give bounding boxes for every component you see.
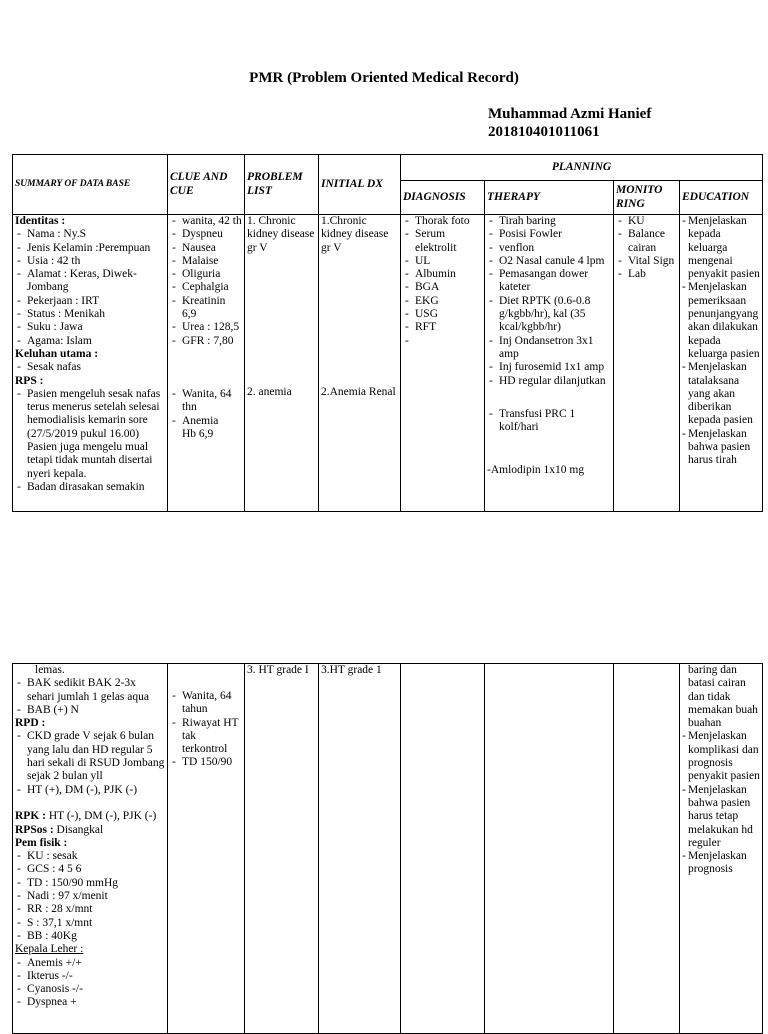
- list-item: - Jenis Kelamin :Perempuan: [15, 242, 165, 255]
- col-header-problem: PROBLEM LIST: [245, 155, 319, 215]
- initial-dx-cell: [319, 215, 401, 512]
- list-item: Hb 6,9: [182, 427, 214, 440]
- list-item: - TD : 150/90 mmHg: [15, 877, 165, 890]
- pmr-table-page-2: [12, 663, 763, 1034]
- list-item: - Anemis +/+: [15, 957, 165, 970]
- rps-label: RPS :: [15, 374, 44, 387]
- list-item: - Menjelaskan prognosis: [682, 850, 760, 877]
- col-header-therapy: THERAPY: [485, 181, 614, 215]
- education-cell: [680, 664, 763, 1034]
- list-item: - Menjelaskan komplikasi dan prognosis penyakit pasien: [682, 730, 760, 783]
- list-item: - Menjelaskan kepada keluarga mengenai penyakit pasien: [682, 215, 760, 281]
- keluhan-label: Keluhan utama :: [15, 347, 99, 360]
- problem-2: 2. anemia: [247, 385, 292, 398]
- kepala-leher-label: Kepala Leher :: [15, 943, 84, 956]
- summary-continued: lemas.: [35, 664, 65, 676]
- therapy-amlodipin: -Amlodipin 1x10 mg: [487, 464, 585, 477]
- list-item: - Urea : 128,5: [170, 321, 242, 334]
- list-item: - HT (+), DM (-), PJK (-): [15, 784, 165, 797]
- list-item: - KU : sesak: [15, 850, 165, 863]
- list-item: - UL: [403, 255, 482, 268]
- list-item: - CKD grade V sejak 6 bulan yang lalu dan HD regular 5 hari sekali di RSUD Jombang sejak 2 bulan yll: [15, 730, 165, 783]
- list-item: - Wanita, 64 tahun: [170, 690, 242, 717]
- identitas-label: Identitas :: [15, 215, 66, 227]
- list-item: - Pemasangan dower kateter: [487, 268, 611, 295]
- list-item: - Dyspnea +: [15, 996, 165, 1009]
- col-header-planning: PLANNING: [401, 155, 763, 181]
- list-item: - EKG: [403, 295, 482, 308]
- list-item: - RR : 28 x/mnt: [15, 903, 165, 916]
- list-item: - Badan dirasakan semakin: [15, 481, 165, 494]
- list-item: - Status : Menikah: [15, 308, 165, 321]
- list-item: - GCS : 4 5 6: [15, 863, 165, 876]
- pem-fisik-label: Pem fisik :: [15, 836, 68, 849]
- list-item: - Ikterus -/-: [15, 970, 165, 983]
- rpsos-value: Disangkal: [56, 823, 104, 836]
- author-name: Muhammad Azmi Hanief: [488, 106, 652, 122]
- list-item: - Wanita, 64 thn: [170, 388, 242, 415]
- col-header-diagnosis: DIAGNOSIS: [401, 181, 485, 215]
- initial-dx-3: 3.HT grade 1: [321, 664, 382, 676]
- list-item: - Suku : Jawa: [15, 321, 165, 334]
- list-item: - Inj Ondansetron 3x1 amp: [487, 335, 611, 362]
- rpsos-label: RPSos :: [15, 823, 54, 836]
- problem-cell: [245, 215, 319, 512]
- list-item: - Balance cairan: [616, 228, 677, 255]
- list-item: - Menjelaskan bahwa pasien harus tetap melakukan hd reguler: [682, 784, 760, 850]
- pmr-table-page-1: [12, 154, 763, 512]
- list-item: - Cephalgia: [170, 281, 242, 294]
- list-item: - BAK sedikit BAK 2-3x sehari jumlah 1 gelas aqua: [15, 677, 165, 704]
- initial-dx-cell: [319, 664, 401, 1034]
- summary-cell: [13, 664, 168, 1034]
- list-item: - Albumin: [403, 268, 482, 281]
- identitas-list: [15, 228, 165, 348]
- problem-3: 3. HT grade I: [247, 664, 309, 676]
- list-item: - Transfusi PRC 1 kolf/hari: [487, 408, 611, 435]
- monitoring-cell: [614, 215, 680, 512]
- col-header-clue: CLUE AND CUE: [168, 155, 245, 215]
- rpk-label: RPK :: [15, 810, 46, 823]
- therapy-cell: [485, 664, 614, 1034]
- list-item: - USG: [403, 308, 482, 321]
- list-item: - TD 150/90: [170, 756, 242, 769]
- summary-cell: [13, 215, 168, 512]
- diagnosis-cell: [401, 215, 485, 512]
- initial-dx-2: 2.Anemia Renal: [321, 385, 396, 398]
- list-item: - Oliguria: [170, 268, 242, 281]
- clue-cell: [168, 664, 245, 1034]
- list-item: - Serum elektrolit: [403, 228, 482, 255]
- col-header-initial: INITIAL DX: [319, 155, 401, 215]
- list-item: - Dyspneu: [170, 228, 242, 241]
- therapy-cell: [485, 215, 614, 512]
- list-item: - Malaise: [170, 255, 242, 268]
- col-header-education: EDUCATION: [680, 181, 763, 215]
- list-item: - wanita, 42 th: [170, 215, 242, 228]
- list-item: - Sesak nafas: [15, 361, 165, 374]
- col-header-summary: SUMMARY OF DATA BASE: [13, 155, 168, 215]
- rpsos-row: [15, 824, 165, 837]
- rpd-label: RPD :: [15, 717, 46, 730]
- list-item: - BB : 40Kg: [15, 930, 165, 943]
- list-item: - Pasien mengeluh sesak nafas terus menerus setelah selesai hemodialisis kemarin sore (27/5/2019 pukul 16.00) Pasien juga mengelu mual tetapi tidak muntah disertai nyeri kepala.: [15, 388, 165, 481]
- list-item: - Pekerjaan : IRT: [15, 295, 165, 308]
- list-item: - HD regular dilanjutkan: [487, 375, 611, 388]
- list-item: - Usia : 42 th: [15, 255, 165, 268]
- document-title: PMR (Problem Oriented Medical Record): [249, 70, 519, 86]
- list-item: - S : 37,1 x/mnt: [15, 917, 165, 930]
- problem-cell: [245, 664, 319, 1034]
- list-item: - Nadi : 97 x/menit: [15, 890, 165, 903]
- list-item: - Posisi Fowler: [487, 228, 611, 241]
- list-item: - BAB (+) N: [15, 704, 165, 717]
- list-item: - Agama: Islam: [15, 335, 165, 348]
- list-item: - Riwayat HT tak terkontrol: [170, 717, 242, 757]
- list-item: - Cyanosis -/-: [15, 983, 165, 996]
- list-item: - KU: [616, 215, 677, 228]
- list-item: - Tirah baring: [487, 215, 611, 228]
- list-item: - BGA: [403, 281, 482, 294]
- list-item: - Menjelaskan pemeriksaan penunjangyang akan dilakukan kepada keluarga pasien: [682, 281, 760, 361]
- rpk-row: [15, 810, 165, 823]
- col-header-monitoring: MONITO RING: [614, 181, 680, 215]
- diagnosis-cell: [401, 664, 485, 1034]
- list-item: - Nausea: [170, 242, 242, 255]
- list-item: - RFT: [403, 321, 482, 334]
- rpk-value: HT (-), DM (-), PJK (-): [48, 810, 157, 823]
- list-item: - Vital Sign: [616, 255, 677, 268]
- list-item: - Kreatinin 6,9: [170, 295, 242, 322]
- list-item: - Diet RPTK (0.6-0.8 g/kgbb/hr), kal (35 kcal/kgbb/hr): [487, 295, 611, 335]
- author-id: 201810401011061: [488, 124, 600, 140]
- education-cell: [680, 215, 763, 512]
- list-item: - Alamat : Keras, Diwek-Jombang: [15, 268, 165, 295]
- list-item: - O2 Nasal canule 4 lpm: [487, 255, 611, 268]
- monitoring-cell: [614, 664, 680, 1034]
- list-item: - Anemia: [170, 415, 242, 428]
- list-item: - venflon: [487, 242, 611, 255]
- list-item: - Menjelaskan tatalaksana yang akan diberikan kepada pasien: [682, 361, 760, 427]
- education-continued: baring dan batasi cairan dan tidak memakan buah buahan: [688, 664, 758, 730]
- list-item: - Nama : Ny.S: [15, 228, 165, 241]
- problem-1: 1. Chronic kidney disease gr V: [247, 215, 315, 254]
- list-item: - Inj furosemid 1x1 amp: [487, 361, 611, 374]
- list-item: - Thorak foto: [403, 215, 482, 228]
- initial-dx-1: 1.Chronic kidney disease gr V: [321, 215, 389, 254]
- list-item: - Lab: [616, 268, 677, 281]
- list-item: - GFR : 7,80: [170, 335, 242, 348]
- list-item: - Menjelaskan bahwa pasien harus tirah: [682, 428, 760, 468]
- clue-cell: [168, 215, 245, 512]
